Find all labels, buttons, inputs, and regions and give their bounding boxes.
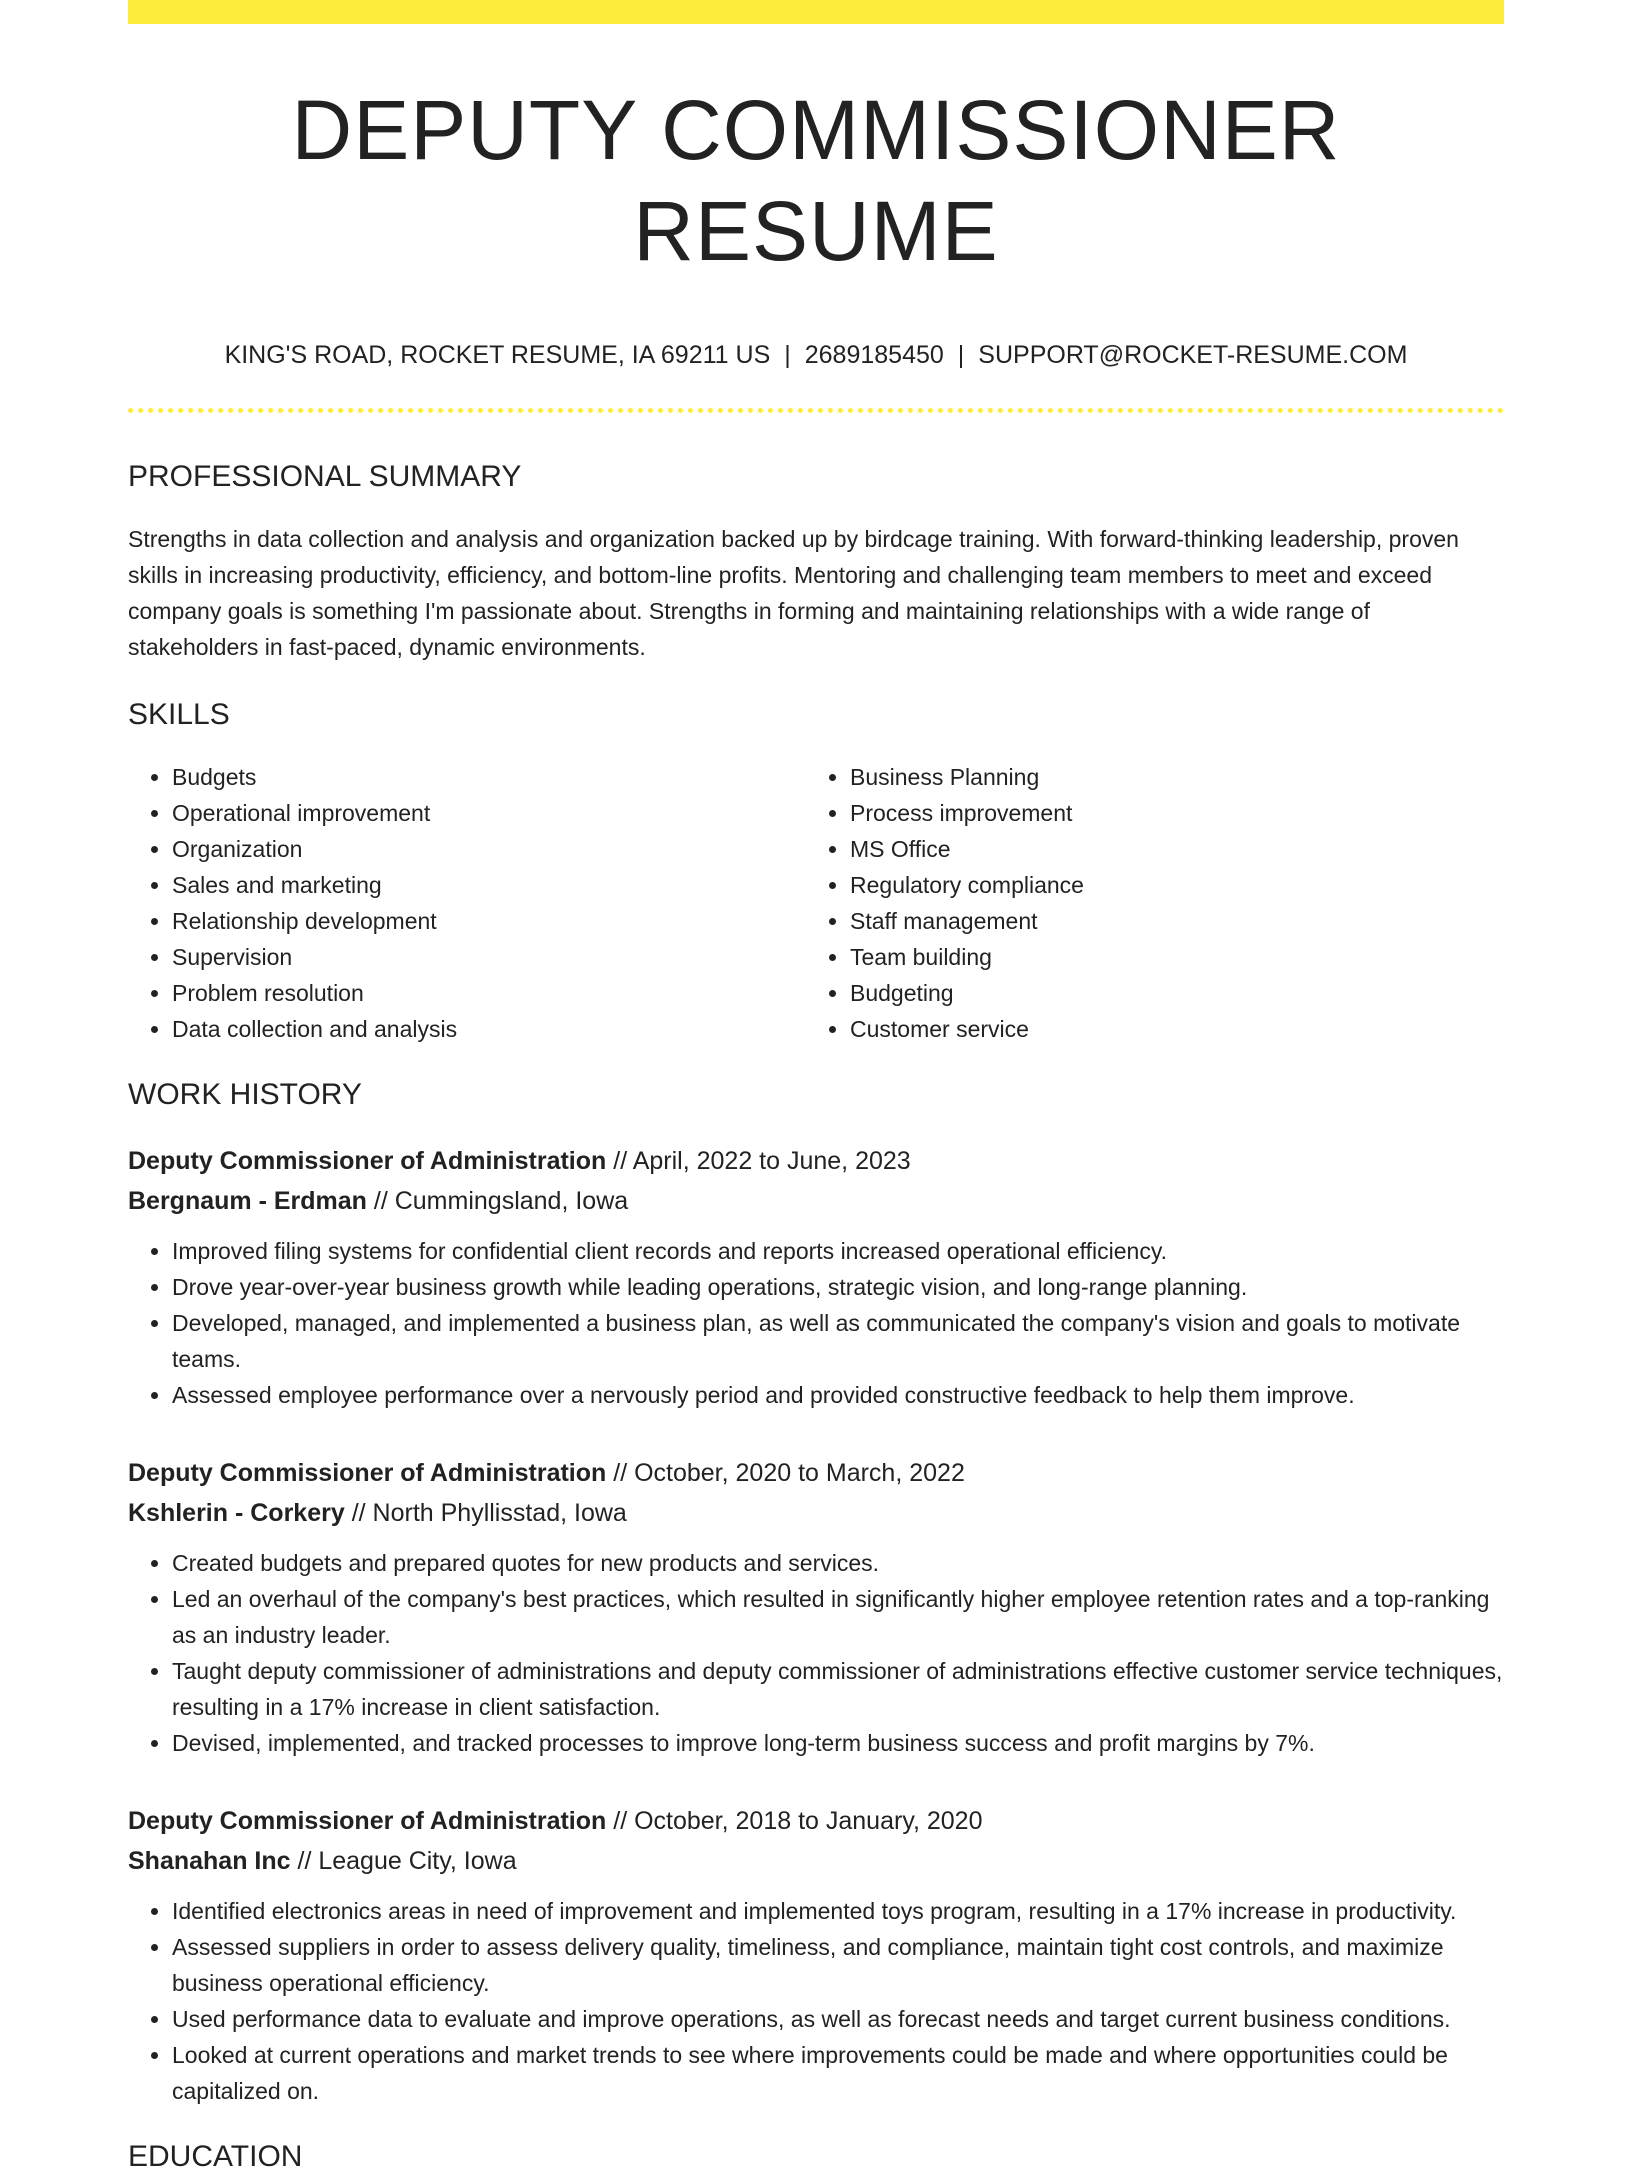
job-company: Shanahan Inc [128,1846,291,1875]
skill-item: • Problem resolution [172,975,806,1011]
accent-top-bar [128,0,1504,24]
job-dates: // April, 2022 to June, 2023 [606,1146,911,1175]
summary-text: Strengths in data collection and analysis and organization backed up by birdcage training. With forward-thinking leadership, proven skills in increasing productivity, efficiency, and bottom-line profits. Mentoring and challenging team members to meet and exceed company goals is something I'm passionate about. Strengths in forming and maintaining relationships with a wide range of stakeholders in fast-paced, dynamic environments. [128,525,1459,660]
job-role-line [128,1141,1504,1181]
job-location: // North Phyllisstad, Iowa [344,1498,627,1527]
job-entry [128,1141,1504,1413]
skill-item: • Staff management [850,903,1484,939]
resume-title: DEPUTY COMMISSIONER RESUME [291,83,1341,278]
section-title-work-history: WORK HISTORY [128,1077,362,1111]
contact-address: KING'S ROAD, ROCKET RESUME, IA 69211 US [224,340,771,369]
job-bullet: • Led an overhaul of the company's best practices, which resulted in significantly higher employee retention rates and a top-ranking as an industry leader. [172,1581,1504,1653]
resume-page [128,0,1504,2175]
skills-list [128,759,1504,1047]
job-role: Deputy Commissioner of Administration [128,1458,607,1487]
job-company: Kshlerin - Corkery [128,1498,345,1527]
job-bullet: • Used performance data to evaluate and improve operations, as well as forecast needs and target current business conditions. [172,2001,1504,2037]
job-bullet: • Taught deputy commissioner of administrations and deputy commissioner of administrations effective customer service techniques, resulting in a 17% increase in client satisfaction. [172,1653,1504,1725]
skill-item: • MS Office [850,831,1484,867]
job-company-line [128,1493,1504,1533]
job-bullet: • Looked at current operations and market trends to see where improvements could be made and where opportunities could be capitalized on. [172,2037,1504,2109]
job-company-line [128,1841,1504,1881]
contact-phone: 2689185450 [804,340,944,369]
job-company: Bergnaum - Erdman [128,1186,367,1215]
job-bullets [128,1893,1504,2109]
skill-item: • Team building [850,939,1484,975]
job-role: Deputy Commissioner of Administration [128,1806,607,1835]
job-bullet: • Assessed employee performance over a nervously period and provided constructive feedback to help them improve. [172,1377,1504,1413]
skill-item: • Organization [172,831,806,867]
job-dates: // October, 2020 to March, 2022 [606,1458,965,1487]
job-bullet: • Developed, managed, and implemented a business plan, as well as communicated the company's vision and goals to motivate teams. [172,1305,1504,1377]
job-location: // Cummingsland, Iowa [366,1186,629,1215]
contact-email: SUPPORT@ROCKET-RESUME.COM [978,340,1408,369]
skill-item: • Sales and marketing [172,867,806,903]
section-title-skills: SKILLS [128,697,230,731]
job-entry [128,1453,1504,1761]
dotted-divider [128,408,1504,413]
contact-separator: | [957,340,965,369]
skill-item: • Operational improvement [172,795,806,831]
skill-item: • Supervision [172,939,806,975]
skill-item: • Regulatory compliance [850,867,1484,903]
skill-item: • Process improvement [850,795,1484,831]
skill-item: • Data collection and analysis [172,1011,806,1047]
job-bullet: • Drove year-over-year business growth while leading operations, strategic vision, and long-range planning. [172,1269,1504,1305]
contact-separator: | [784,340,791,369]
job-bullet: • Devised, implemented, and tracked processes to improve long-term business success and profit margins by 7%. [172,1725,1504,1761]
skill-item: • Customer service [850,1011,1484,1047]
job-bullet: • Created budgets and prepared quotes for new products and services. [172,1545,1504,1581]
job-role-line [128,1801,1504,1841]
job-bullets [128,1545,1504,1761]
job-company-line [128,1181,1504,1221]
job-bullet: • Improved filing systems for confidential client records and reports increased operational efficiency. [172,1233,1504,1269]
job-role-line [128,1453,1504,1493]
skill-item: • Budgeting [850,975,1484,1011]
skills-column-left [128,759,806,1047]
job-location: // League City, Iowa [290,1846,517,1875]
job-dates: // October, 2018 to January, 2020 [606,1806,983,1835]
skill-item: • Business Planning [850,759,1484,795]
job-bullet: • Assessed suppliers in order to assess delivery quality, timeliness, and compliance, maintain tight cost controls, and maximize business operational efficiency. [172,1929,1504,2001]
skill-item: • Relationship development [172,903,806,939]
section-title-education: EDUCATION [128,2139,303,2173]
section-title-summary: PROFESSIONAL SUMMARY [128,459,522,493]
job-role: Deputy Commissioner of Administration [128,1146,607,1175]
job-entry [128,1801,1504,2109]
skill-item: • Budgets [172,759,806,795]
job-bullets [128,1233,1504,1413]
skills-column-right [806,759,1484,1047]
job-bullet: • Identified electronics areas in need of improvement and implemented toys program, resulting in a 17% increase in productivity. [172,1893,1504,1929]
contact-line [128,340,1504,370]
